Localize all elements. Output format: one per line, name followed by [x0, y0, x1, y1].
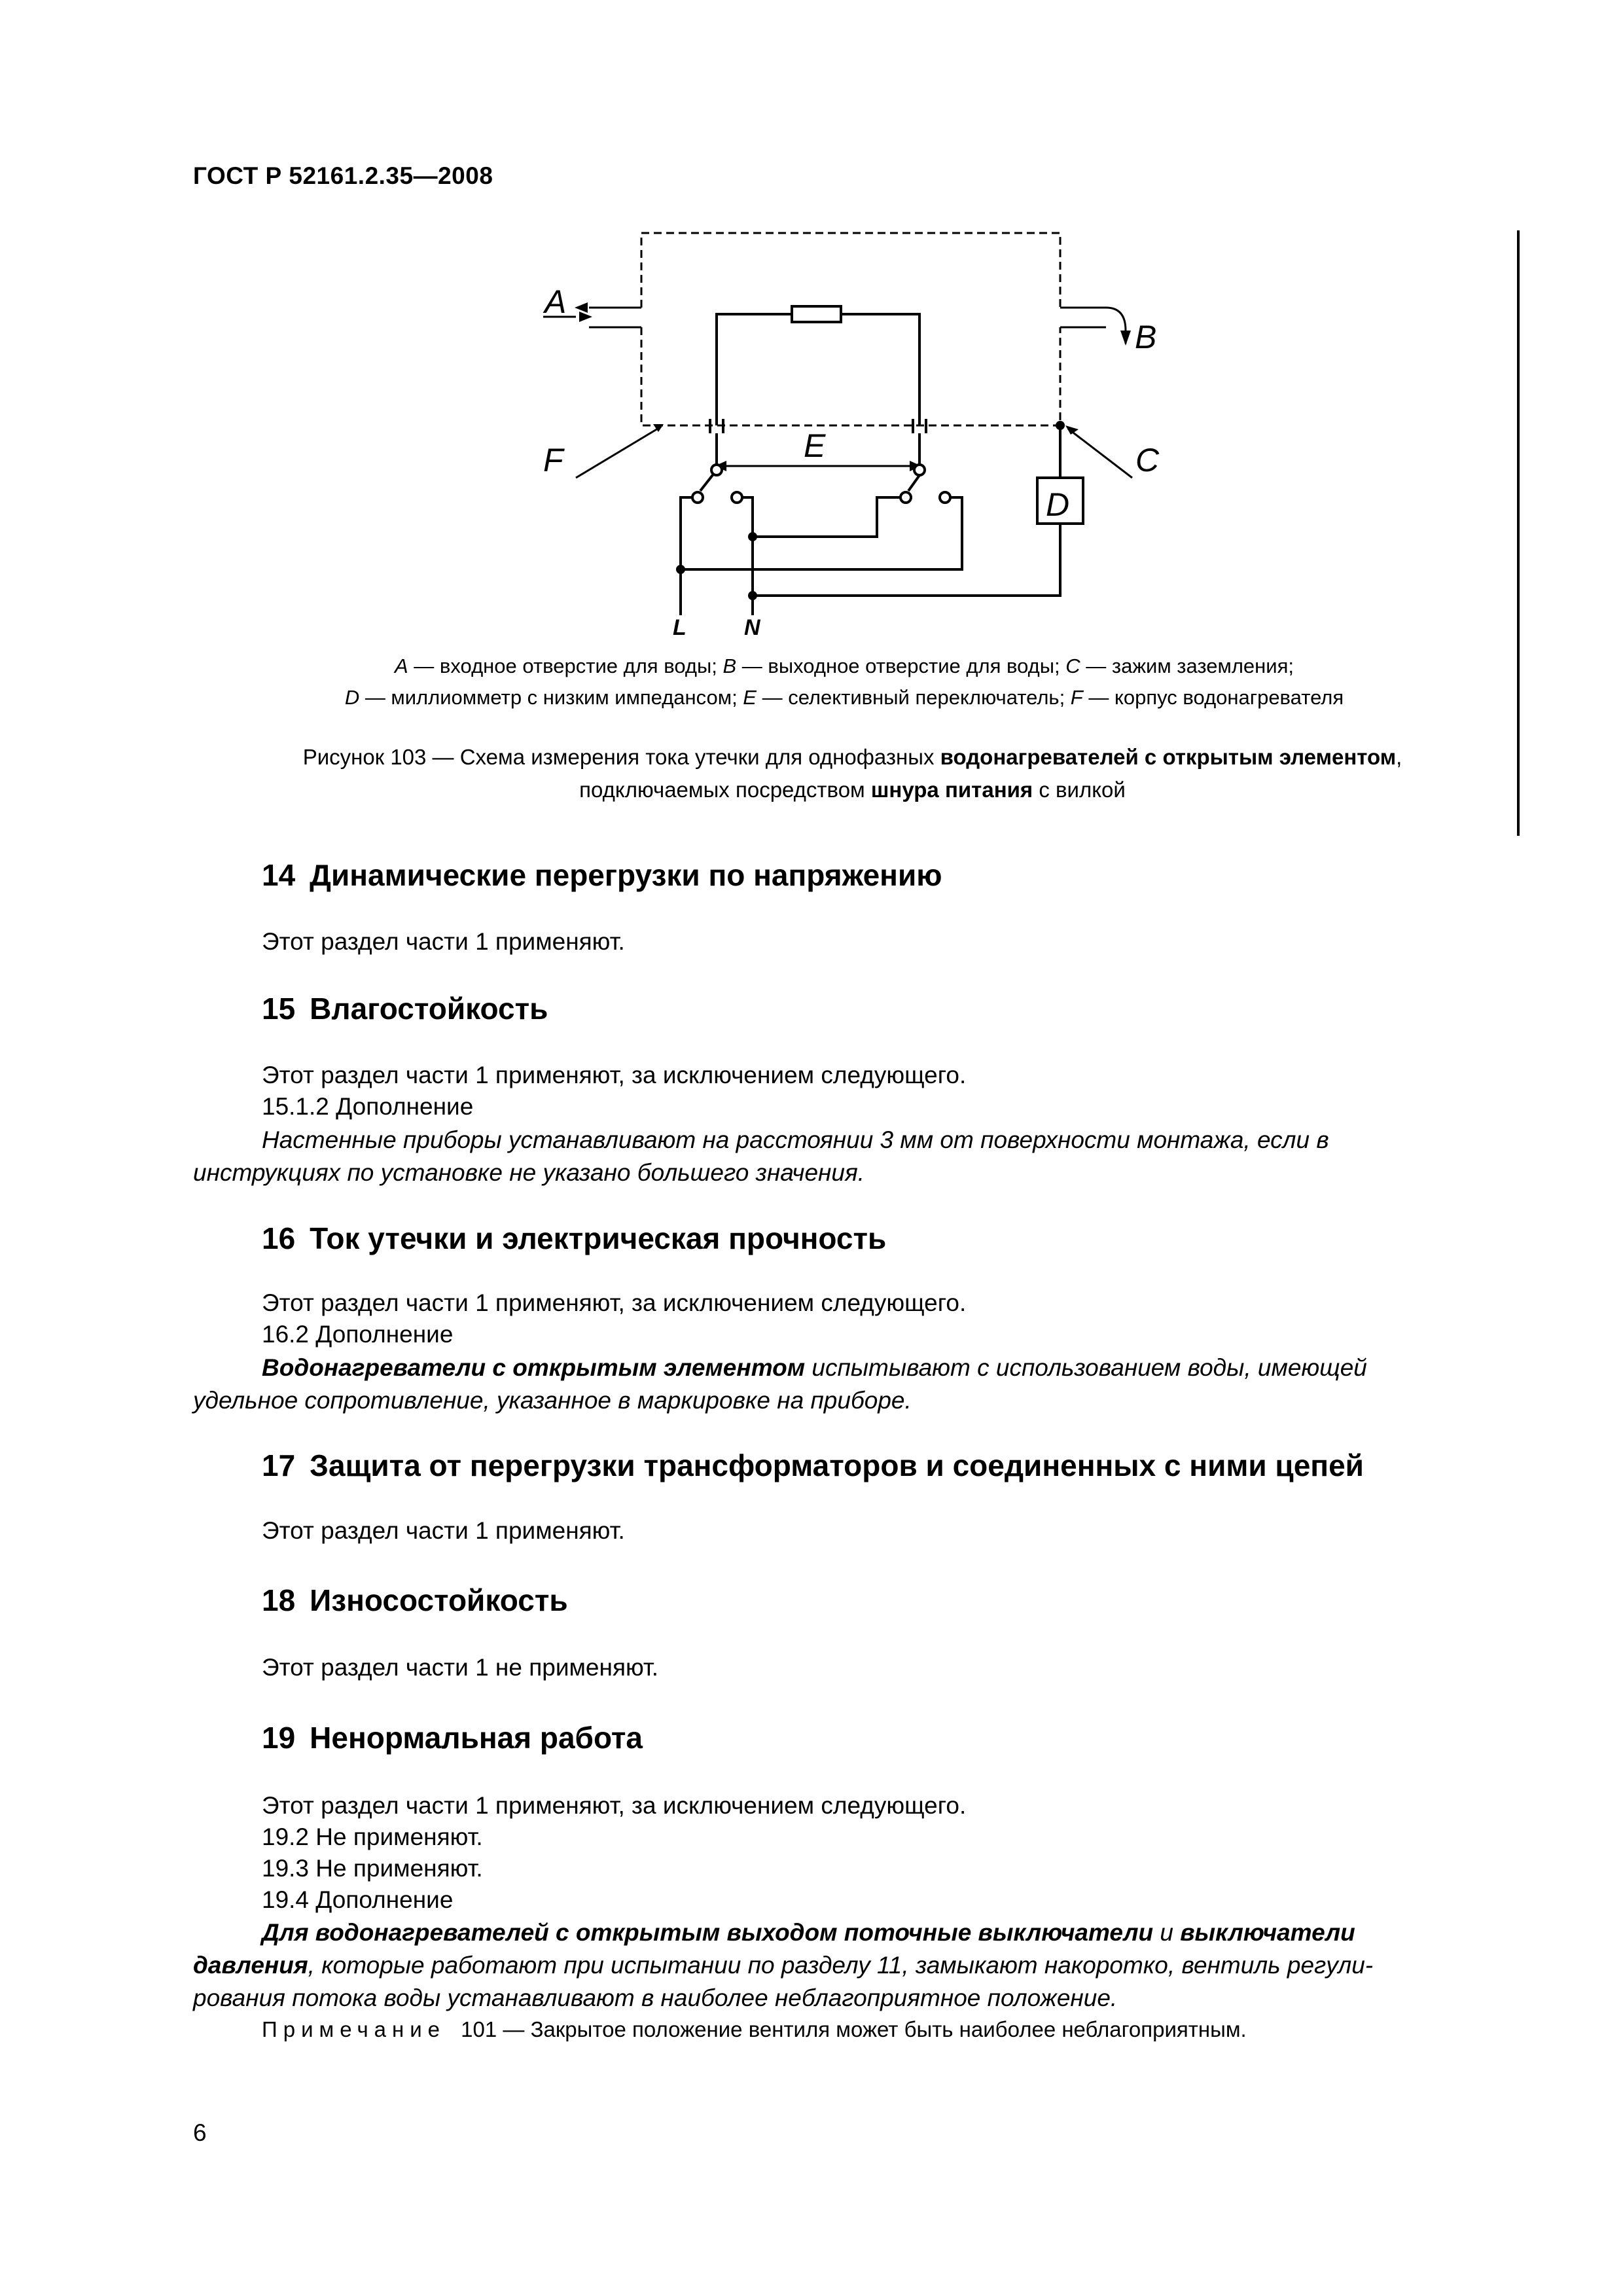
section-15-text: Этот раздел части 1 применяют, за исключением следующего.: [262, 1062, 967, 1088]
label-d: D: [1046, 486, 1070, 523]
document-header: ГОСТ Р 52161.2.35—2008: [193, 162, 493, 189]
clause-19-4: 19.4 Дополнение: [262, 1886, 454, 1913]
section-14-text: Этот раздел части 1 применяют.: [262, 928, 625, 955]
clause-19-3: 19.3 Не применяют.: [262, 1855, 483, 1882]
label-e: E: [804, 427, 826, 464]
page-number: 6: [193, 2119, 207, 2146]
label-a: A: [544, 283, 567, 320]
clause-19-4-body: Для водонагревателей с открытым выходом поточные выключатели и выключатели давления, которые работают при испытании по разделу 11, замыкают накоротко, вентиль регули- рования потока воды устанавливают в наиболее неблагоприятное положение.: [193, 1919, 1374, 2011]
section-17-text: Этот раздел части 1 применяют.: [262, 1517, 625, 1544]
figure-legend-line-1: A — входное отверстие для воды; B — выходное отверстие для воды; C — зажим заземления;: [395, 655, 1294, 677]
section-18-text: Этот раздел части 1 не применяют.: [262, 1654, 659, 1681]
section-17-heading: 17 Защита от перегрузки трансформаторов и соединенных с ними цепей: [262, 1448, 1364, 1482]
label-n: N: [744, 615, 760, 640]
note-101: Примечание 101 — Закрытое положение вентиля может быть наиболее неблагоприятным.: [262, 2017, 1247, 2041]
label-c: C: [1135, 442, 1160, 478]
section-18-heading: 18 Износостойкость: [262, 1583, 568, 1617]
heater-housing-outline: [641, 233, 1060, 308]
clause-16-2-body: Водонагреватели с открытым элементом испытывают с использованием воды, имеющей удельное сопротивление, указанное в маркировке на приборе.: [193, 1354, 1367, 1414]
label-b: B: [1135, 319, 1157, 355]
clause-19-2: 19.2 Не применяют.: [262, 1823, 483, 1850]
label-f: F: [543, 442, 563, 478]
heating-element-resistor: [792, 306, 841, 322]
open-element-wire: [717, 314, 792, 425]
clause-15-1-2: 15.1.2 Дополнение: [262, 1093, 474, 1120]
section-16-heading: 16 Ток утечки и электрическая прочность: [262, 1221, 887, 1255]
label-l: L: [673, 615, 687, 640]
clause-15-1-2-body: Настенные приборы устанавливают на расстоянии 3 мм от поверхности монтажа, если в инструкциях по установке не указано большего значения.: [193, 1126, 1329, 1186]
section-19-text: Этот раздел части 1 применяют, за исключением следующего.: [262, 1792, 967, 1819]
figure-caption-line-1: Рисунок 103 — Схема измерения тока утечки для однофазных водонагревателей с открытым элементом,: [302, 745, 1402, 769]
clause-16-2: 16.2 Дополнение: [262, 1321, 454, 1348]
margin-rule: [1517, 230, 1520, 836]
section-15-heading: 15 Влагостойкость: [262, 992, 548, 1026]
section-19-heading: 19 Ненормальная работа: [262, 1721, 643, 1755]
leakage-current-circuit-diagram: [510, 223, 1217, 655]
figure-legend-line-2: D — миллиомметр с низким импедансом; E — селективный переключатель; F — корпус водонагревателя: [344, 686, 1344, 709]
figure-caption-line-2: подключаемых посредством шнура питания с вилкой: [579, 778, 1126, 802]
section-16-text: Этот раздел части 1 применяют, за исключением следующего.: [262, 1289, 967, 1316]
section-14-heading: 14 Динамические перегрузки по напряжению: [262, 858, 942, 892]
